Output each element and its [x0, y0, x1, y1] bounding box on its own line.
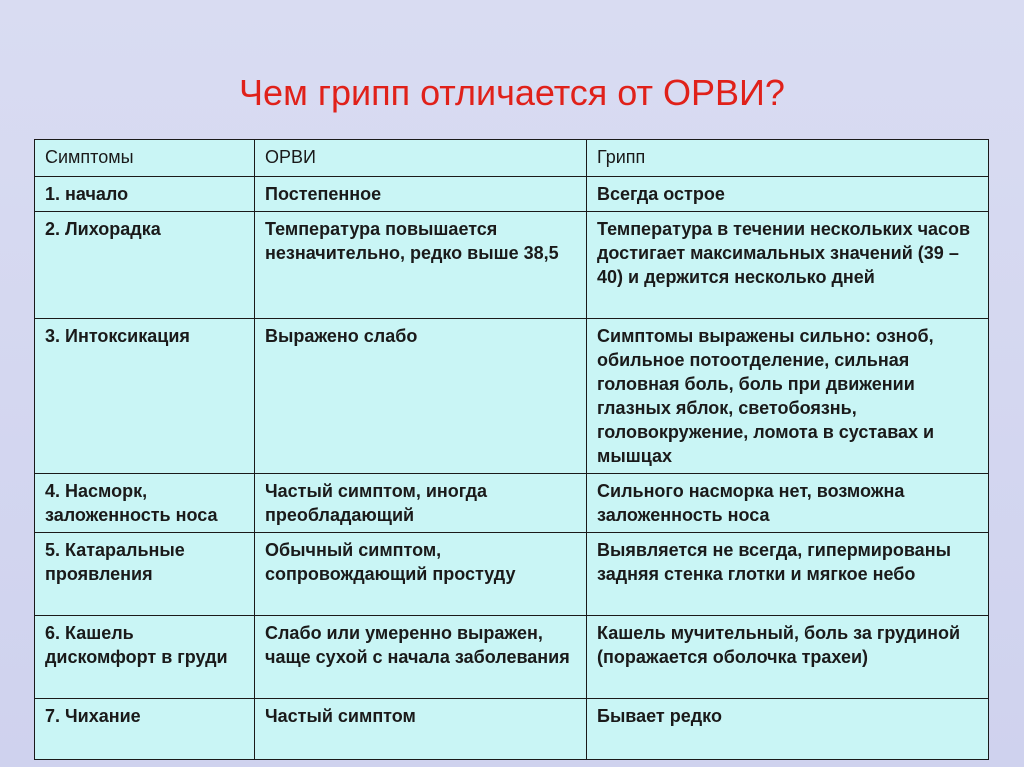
slide-title: Чем грипп отличается от ОРВИ?: [239, 72, 785, 113]
table-row: [35, 616, 989, 699]
symptom-cell: 6. Кашель дискомфорт в груди: [35, 616, 255, 699]
orvi-cell: Температура повышается незначительно, редко выше 38,5: [255, 212, 587, 319]
table-row: [35, 319, 989, 474]
table-row: [35, 533, 989, 616]
flu-cell: Выявляется не всегда, гипермированы задняя стенка глотки и мягкое небо: [587, 533, 989, 616]
header-symptoms: Симптомы: [35, 140, 255, 177]
table-row: [35, 212, 989, 319]
comparison-table: [34, 139, 989, 760]
symptom-cell: 1. начало: [35, 177, 255, 212]
flu-cell: Температура в течении нескольких часов достигает максимальных значений (39 – 40) и держится несколько дней: [587, 212, 989, 319]
symptom-cell: 2. Лихорадка: [35, 212, 255, 319]
header-orvi: ОРВИ: [255, 140, 587, 177]
symptom-cell: 5. Катаральные проявления: [35, 533, 255, 616]
table-row: [35, 699, 989, 760]
flu-cell: Сильного насморка нет, возможна заложенность носа: [587, 474, 989, 533]
flu-cell: Бывает редко: [587, 699, 989, 760]
orvi-cell: Обычный симптом, сопровождающий простуду: [255, 533, 587, 616]
flu-cell: Симптомы выражены сильно: озноб, обильное потоотделение, сильная головная боль, боль при движении глазных яблок, светобоязнь, головокружение, ломота в суставах и мышцах: [587, 319, 989, 474]
symptom-cell: 7. Чихание: [35, 699, 255, 760]
table-header-row: [35, 140, 989, 177]
orvi-cell: Частый симптом: [255, 699, 587, 760]
table-row: [35, 474, 989, 533]
orvi-cell: Слабо или умеренно выражен, чаще сухой с начала заболевания: [255, 616, 587, 699]
table-row: [35, 177, 989, 212]
orvi-cell: Постепенное: [255, 177, 587, 212]
orvi-cell: Частый симптом, иногда преобладающий: [255, 474, 587, 533]
flu-cell: Всегда острое: [587, 177, 989, 212]
orvi-cell: Выражено слабо: [255, 319, 587, 474]
symptom-cell: 4. Насморк, заложенность носа: [35, 474, 255, 533]
flu-cell: Кашель мучительный, боль за грудиной (поражается оболочка трахеи): [587, 616, 989, 699]
symptom-cell: 3. Интоксикация: [35, 319, 255, 474]
header-flu: Грипп: [587, 140, 989, 177]
